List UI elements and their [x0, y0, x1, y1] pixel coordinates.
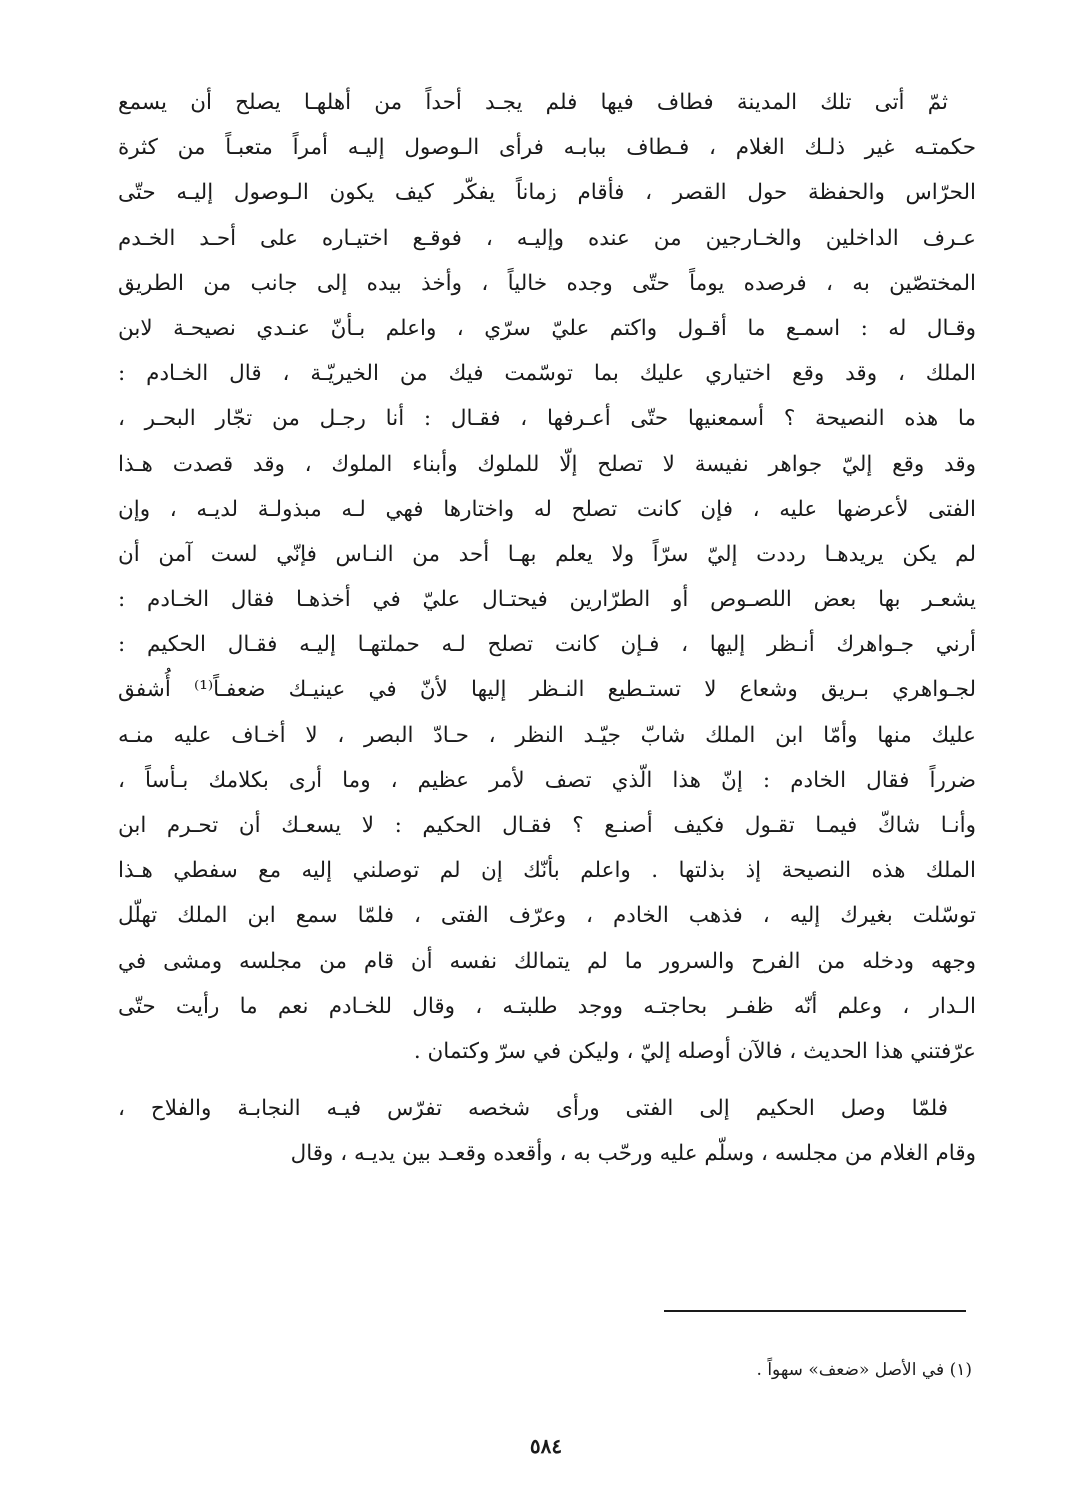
- text-line: وقد وقع إليّ جواهر نفيسة لا تصلح إلّا للملوك وأبناء الملوك ، وقد قصدت هـذا: [118, 451, 976, 477]
- text-line: توسّلت بغيرك إليه ، فذهب الخادم ، وعرّف الفتى ، فلمّا سمع ابن الملك تهلّل: [118, 903, 976, 929]
- text-line: لم يكن يريدهـا رددت إليّ سرّاً ولا يعلم بهـا أحد من النـاس فإنّي لست آمن أن: [118, 541, 976, 567]
- text-line: ما هذه النصيحة ؟ أسمعنيها حتّى أعـرفها ، فقـال : أنا رجـل من تجّار البحـر ،: [118, 406, 976, 432]
- page-number: ٥٨٤: [529, 1434, 563, 1458]
- text-line: الحرّاس والحفظة حول القصر ، فأقام زماناً يفكّر كيف يكون الـوصول إليـه حتّى: [118, 180, 976, 206]
- text-line: أرني جـواهرك أنـظر إليها ، فـإن كانت تصلح لـه حملتهـا إليـه فقـال الحكيم :: [118, 632, 976, 658]
- text-line: المختصّين به ، فرصده يوماً حتّى وجده خالياً ، وأخذ بيده إلى جانب من الطريق: [118, 270, 976, 296]
- text-line: وقـال له : اسمـع ما أقـول واكتم عليّ سرّي ، واعلم بـأنّ عنـدي نصيحـة لابن: [118, 315, 976, 341]
- paragraph: [118, 80, 976, 1074]
- text-line: يشعـر بها بعض اللصـوص أو الطرّارين فيحتـال عليّ في أخذهـا فقال الخـادم :: [118, 587, 976, 613]
- text-line: عليك منها وأمّا ابن الملك شابّ جيّـد النظر ، حـادّ البصر ، لا أخـاف عليه منـه: [118, 722, 976, 748]
- text-line: فلمّا وصل الحكيم إلى الفتى ورأى شخصه تفرّس فيـه النجابـة والفلاح ،: [118, 1096, 948, 1122]
- text-line: الفتى لأعرضها عليه ، فإن كانت تصلح له واختارها فهي لـه مبذولـة لديـه ، وإن: [118, 496, 976, 522]
- text-line: ضرراً فقال الخادم : إنّ هذا الّذي تصف لأمر عظيم ، وما أرى بكلامك بـأساً ،: [118, 767, 976, 793]
- text-line: حكمتـه غير ذلـك الغلام ، فـطاف ببابـه فرأى الـوصول إليـه أمراً متعبـاً من كثرة: [118, 135, 976, 161]
- text-line: وجهه ودخله من الفرح والسرور ما لم يتمالك نفسه أن قام من مجلسه ومشى في: [118, 948, 976, 974]
- text-line: الملك هذه النصيحة إذ بذلتها . واعلم بأنّك إن لم توصلني إليه مع سفطي هـذا: [118, 858, 976, 884]
- body-text: [118, 80, 976, 1177]
- footnote-separator: [664, 1310, 966, 1312]
- text-line: عـرف الداخلين والخـارجين من عنده وإليـه ، فوقـع اختيـاره على أحـد الخـدم: [118, 225, 976, 251]
- text-line: لجـواهري بـريق وشعاع لا تستـطيع النـظر إليها لأنّ في عينيـك ضعفـاً⁽¹⁾ أُشفق: [118, 677, 976, 703]
- text-line: الملك ، وقد وقع اختياري عليك بما توسّمت فيك من الخيريّـة ، قال الخـادم :: [118, 361, 976, 387]
- footnote: (١) في الأصل «ضعف» سهواً .: [756, 1360, 972, 1380]
- text-line: وقام الغلام من مجلسه ، وسلّم عليه ورحّب به ، وأقعده وقعـد بين يديـه ، وقال: [290, 1141, 976, 1167]
- text-line: عرّفتني هذا الحديث ، فالآن أوصله إليّ ، وليكن في سرّ وكتمان .: [413, 1038, 976, 1064]
- text-line: وأنـا شاكّ فيمـا تقـول فكيف أصنـع ؟ فقـال الحكيم : لا يسعـك أن تحـرم ابن: [118, 813, 976, 838]
- paragraph: [118, 1086, 976, 1176]
- text-line: ثمّ أتى تلك المدينة فطاف فيها فلم يجـد أحداً من أهلهـا يصلح أن يسمع: [118, 90, 948, 115]
- text-line: الـدار ، وعلم أنّه ظفـر بحاجتـه ووجد طلبتـه ، وقال للخـادم نعم ما رأيت حتّى: [118, 993, 976, 1019]
